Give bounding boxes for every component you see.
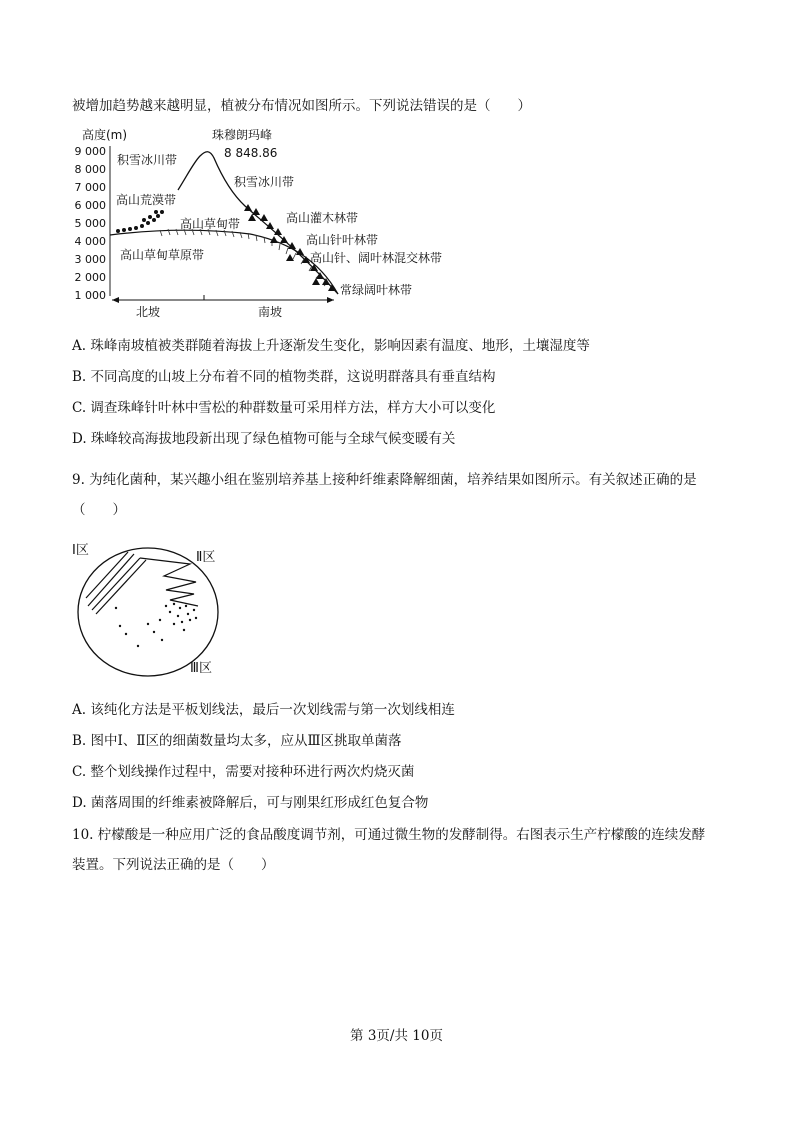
option-d: D. 菌落周围的纤维素被降解后，可与刚果红形成红色复合物	[72, 795, 429, 811]
option-a: A. 珠峰南坡植被类群随着海拔上升逐渐发生变化，影响因素有温度、地形，土壤湿度等	[72, 338, 590, 354]
vegetation-zone-figure	[70, 124, 480, 324]
y-tick: 7 000	[74, 181, 106, 194]
right-arrow-icon	[327, 297, 334, 303]
question-10-stem: 10. 柠檬酸是一种应用广泛的食品酸度调节剂，可通过微生物的发酵制得。右图表示生产柠檬酸的连续发酵	[72, 827, 706, 843]
y-axis-label: 高度(m)	[82, 128, 128, 142]
north-zone-label: 高山草甸草原带	[120, 248, 205, 262]
north-slope-label: 北坡	[136, 305, 161, 319]
y-tick: 5 000	[74, 217, 106, 230]
option-a: A. 该纯化方法是平板划线法，最后一次划线需与第一次划线相连	[72, 702, 455, 718]
y-tick: 6 000	[74, 199, 106, 212]
peak-height: 8 848.86	[224, 146, 278, 160]
zone-2-streaks	[140, 558, 198, 606]
north-zone-label: 高山荒漠带	[116, 193, 177, 207]
left-arrow-icon	[112, 297, 119, 303]
zone-3-colonies	[115, 603, 197, 647]
question-8-intro: 被增加趋势越来越明显，植被分布情况如图所示。下列说法错误的是（ ）	[72, 98, 531, 114]
y-tick: 2 000	[74, 271, 106, 284]
question-9-bracket: （ ）	[72, 502, 126, 518]
zone-2-label: Ⅱ区	[196, 550, 216, 565]
south-slope-label: 南坡	[258, 305, 283, 319]
peak-name: 珠穆朗玛峰	[212, 128, 273, 142]
north-slope-shrubs	[116, 210, 164, 233]
y-tick: 4 000	[74, 235, 106, 248]
zone-1-streaks	[86, 552, 146, 614]
south-zone-label: 高山灌木林带	[286, 211, 359, 225]
zone-labels	[116, 127, 442, 297]
option-c: C. 整个划线操作过程中，需要对接种环进行两次灼烧灭菌	[72, 764, 415, 780]
option-d: D. 珠峰较高海拔地段新出现了绿色植物可能与全球气候变暖有关	[72, 431, 456, 447]
zone-1-label: Ⅰ区	[72, 543, 89, 558]
y-tick: 3 000	[74, 253, 106, 266]
streak-plate-figure	[70, 536, 240, 678]
option-c: C. 调查珠峰针叶林中雪松的种群数量可采用样方法，样方大小可以变化	[72, 400, 496, 416]
petri-dish	[78, 548, 218, 676]
option-b: B. 不同高度的山坡上分布着不同的植物类群，这说明群落具有垂直结构	[72, 369, 496, 385]
north-zone-label: 积雪冰川带	[117, 153, 178, 167]
south-zone-label: 高山针叶林带	[306, 233, 379, 247]
y-axis-ticks	[75, 145, 107, 302]
page-footer: 第 3页/共 10页	[350, 1028, 443, 1044]
south-zone-label: 积雪冰川带	[234, 175, 295, 189]
question-10-stem-cont: 装置。下列说法正确的是（ ）	[72, 857, 275, 873]
south-zone-label: 高山针、阔叶林混交林带	[310, 251, 443, 265]
option-b: B. 图中Ⅰ、Ⅱ区的细菌数量均太多，应从Ⅲ区挑取单菌落	[72, 733, 402, 749]
south-zone-label: 常绿阔叶林带	[340, 283, 413, 297]
question-9-stem: 9. 为纯化菌种，某兴趣小组在鉴别培养基上接种纤维素降解细菌，培养结果如图所示。有关叙述正确的是	[72, 472, 697, 488]
y-tick: 8 000	[74, 163, 106, 176]
y-tick: 1 000	[74, 289, 106, 302]
zone-3-label: Ⅲ区	[190, 661, 212, 676]
y-tick: 9 000	[74, 145, 106, 158]
north-zone-label: 高山草甸带	[180, 217, 241, 231]
